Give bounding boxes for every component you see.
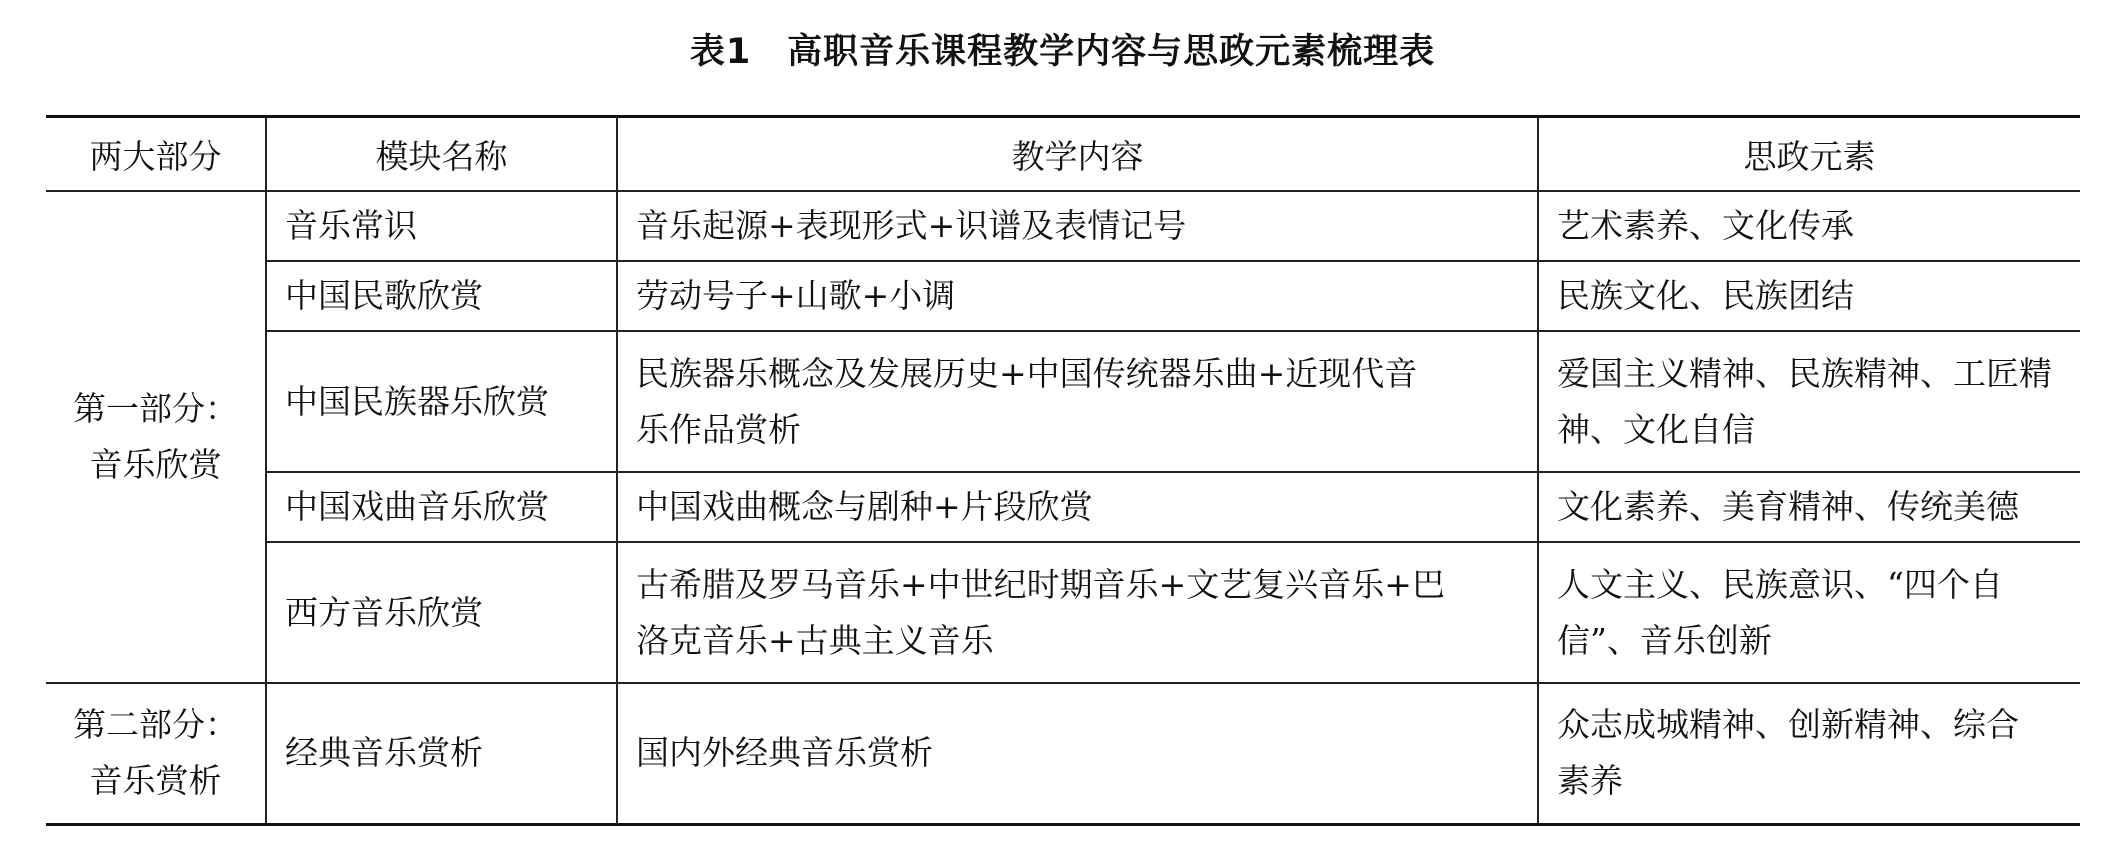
elements-line: 信”、音乐创新 bbox=[1557, 620, 1772, 660]
module-cell: 中国戏曲音乐欣赏 bbox=[266, 472, 617, 542]
table-row bbox=[46, 331, 2080, 472]
part-label-line1: 第二部分： bbox=[73, 705, 238, 745]
elements-cell bbox=[1538, 472, 2080, 542]
elements-line: 民族文化、民族团结 bbox=[1557, 276, 1854, 315]
elements-line: 神、文化自信 bbox=[1557, 409, 1755, 449]
table-row bbox=[46, 542, 2080, 683]
content-cell bbox=[617, 683, 1538, 824]
elements-cell bbox=[1538, 261, 2080, 331]
module-cell: 中国民族器乐欣赏 bbox=[266, 331, 617, 472]
module-cell: 音乐常识 bbox=[266, 191, 617, 261]
content-cell bbox=[617, 331, 1538, 472]
elements-cell bbox=[1538, 683, 2080, 824]
content-line: 劳动号子+山歌+小调 bbox=[636, 276, 956, 315]
content-cell bbox=[617, 191, 1538, 261]
header-module: 模块名称 bbox=[266, 117, 617, 192]
content-cell bbox=[617, 542, 1538, 683]
part-cell-2 bbox=[46, 683, 266, 824]
content-line: 乐作品赏析 bbox=[636, 409, 801, 449]
header-elements: 思政元素 bbox=[1538, 117, 2080, 192]
content-line: 洛克音乐+古典主义音乐 bbox=[636, 620, 994, 660]
part-label-line1: 第一部分： bbox=[73, 389, 238, 428]
table-row bbox=[46, 683, 2080, 824]
elements-line: 人文主义、民族意识、“四个自 bbox=[1557, 564, 2003, 604]
header-part: 两大部分 bbox=[46, 117, 266, 192]
part-label-line2: 音乐赏析 bbox=[89, 761, 222, 801]
elements-line: 艺术素养、文化传承 bbox=[1557, 206, 1854, 245]
elements-cell bbox=[1538, 331, 2080, 472]
elements-cell bbox=[1538, 542, 2080, 683]
table-row bbox=[46, 261, 2080, 331]
curriculum-table bbox=[46, 115, 2080, 826]
part-label-line2: 音乐欣赏 bbox=[89, 445, 222, 484]
content-line: 中国戏曲概念与剧种+片段欣赏 bbox=[636, 487, 1093, 526]
elements-line: 爱国主义精神、民族精神、工匠精 bbox=[1557, 353, 2052, 393]
header-content: 教学内容 bbox=[617, 117, 1538, 192]
content-line: 古希腊及罗马音乐+中世纪时期音乐+文艺复兴音乐+巴 bbox=[636, 564, 1445, 604]
part-cell-1 bbox=[46, 191, 266, 683]
content-line: 国内外经典音乐赏析 bbox=[636, 733, 933, 773]
content-line: 音乐起源+表现形式+识谱及表情记号 bbox=[636, 206, 1187, 245]
content-line: 民族器乐概念及发展历史+中国传统器乐曲+近现代音 bbox=[636, 353, 1418, 393]
table-row bbox=[46, 191, 2080, 261]
elements-line: 素养 bbox=[1557, 761, 1623, 801]
table-row bbox=[46, 472, 2080, 542]
elements-line: 文化素养、美育精神、传统美德 bbox=[1557, 487, 2019, 526]
header-row bbox=[46, 117, 2080, 192]
module-cell: 西方音乐欣赏 bbox=[266, 542, 617, 683]
module-cell: 中国民歌欣赏 bbox=[266, 261, 617, 331]
elements-line: 众志成城精神、创新精神、综合 bbox=[1557, 705, 2019, 745]
content-cell bbox=[617, 261, 1538, 331]
module-cell: 经典音乐赏析 bbox=[266, 683, 617, 824]
content-cell bbox=[617, 472, 1538, 542]
table-title: 表1 高职音乐课程教学内容与思政元素梳理表 bbox=[689, 32, 1436, 72]
elements-cell bbox=[1538, 191, 2080, 261]
